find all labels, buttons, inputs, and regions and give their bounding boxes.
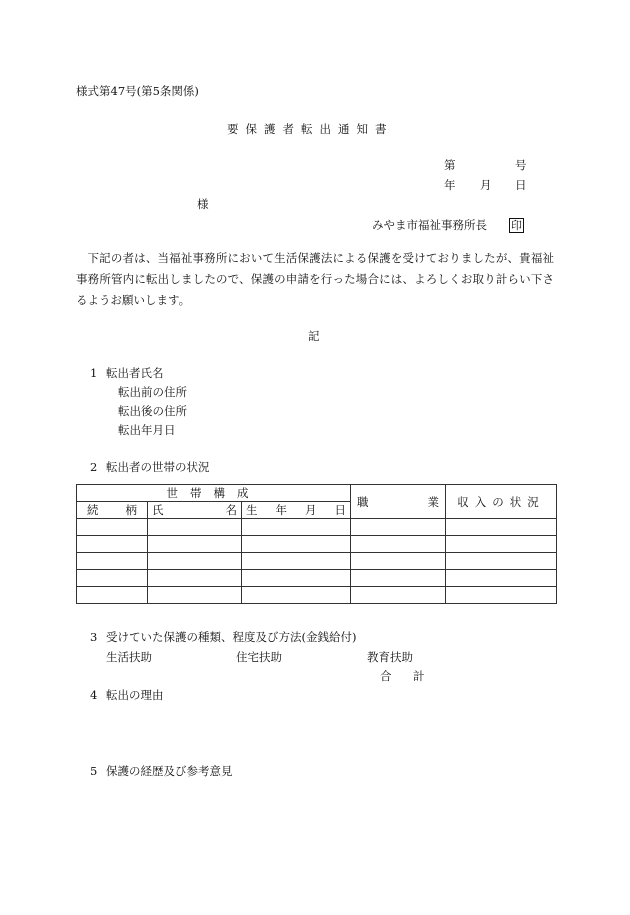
section1-item: 転出前の住所: [118, 385, 187, 399]
relation-char: 柄: [125, 503, 137, 517]
seal-mark: 印: [511, 219, 522, 232]
aid-kind: 教育扶助: [367, 650, 413, 664]
household-table: [76, 484, 557, 604]
ref-dai: 第: [444, 158, 456, 172]
occupation-header: [351, 485, 446, 519]
table-row: [77, 536, 557, 553]
birth-char: 生: [246, 503, 258, 517]
section2-num: 2: [90, 460, 98, 474]
total-char: 合: [380, 669, 392, 683]
section4-label: 転出の理由: [106, 688, 164, 702]
section4-num: 4: [90, 688, 98, 702]
addressee-sama: 様: [197, 197, 209, 211]
table-row: [77, 519, 557, 536]
birth-char: 日: [334, 503, 346, 517]
birth-header: [242, 502, 351, 519]
income-header: [446, 485, 557, 519]
ref-go: 号: [515, 158, 527, 172]
section1-label: 転出者氏名: [106, 366, 164, 380]
name-header: [148, 502, 242, 519]
section2-label: 転出者の世帯の状況: [106, 460, 210, 474]
birth-char: 月: [305, 503, 317, 517]
group-header-cell: [77, 485, 351, 502]
section1-item: 転出後の住所: [118, 404, 187, 418]
name-char: 氏: [152, 503, 164, 517]
total-char: 計: [413, 669, 425, 683]
section3-label: 受けていた保護の種類、程度及び方法(金銭給付): [106, 630, 357, 644]
section5-label: 保護の経歴及び参考意見: [106, 764, 233, 778]
group-header-label: 世帯構成: [166, 486, 261, 500]
sender: [372, 218, 524, 233]
table-row: [77, 587, 557, 604]
relation-header: [77, 502, 148, 519]
section3-num: 3: [90, 630, 98, 644]
occupation-char: 業: [427, 494, 440, 509]
table-row: [77, 553, 557, 570]
relation-char: 続: [87, 503, 99, 517]
name-char: 名: [225, 503, 237, 517]
section1-num: 1: [90, 366, 98, 380]
table-row: [77, 570, 557, 587]
body-paragraph: 下記の者は、当福祉事務所において生活保護法による保護を受けておりましたが、貴福祉事務所管内に転出しましたので、保護の申請を行った場合には、よろしくお取り計らい下さるようお願いします。: [76, 251, 554, 307]
aid-kind: 住宅扶助: [236, 650, 282, 664]
income-label: 収入の状況: [457, 494, 545, 509]
sender-name: みやま市福祉事務所長: [372, 218, 487, 232]
occupation-char: 職: [357, 494, 369, 509]
date-hi: 日: [515, 178, 527, 192]
date-nen: 年: [444, 178, 456, 192]
section5-num: 5: [90, 764, 98, 778]
aid-kind: 生活扶助: [106, 650, 152, 664]
document-title: 要保護者転出通知書: [227, 122, 394, 136]
birth-char: 年: [275, 503, 287, 517]
ki-mark: 記: [308, 329, 320, 343]
date-tsuki: 月: [480, 178, 492, 192]
section1-item: 転出年月日: [118, 423, 176, 437]
form-number: 様式第47号(第5条関係): [76, 84, 199, 98]
